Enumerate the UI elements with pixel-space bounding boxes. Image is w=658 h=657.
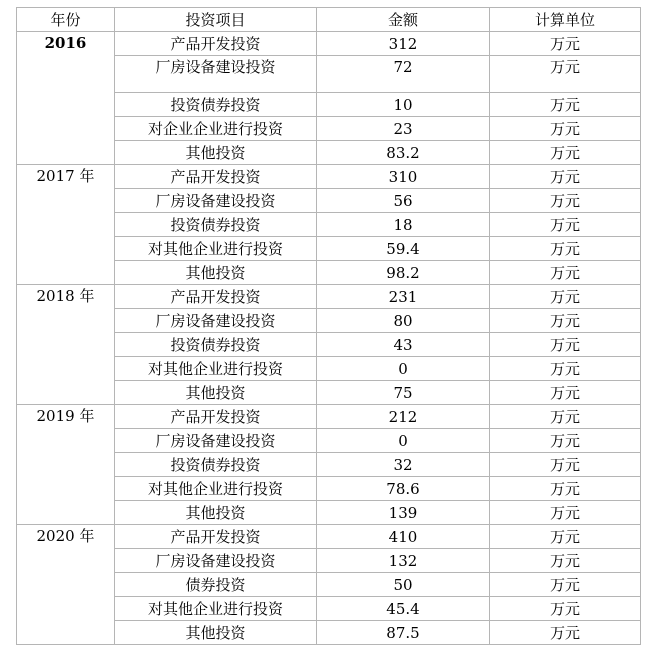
amount-cell: 231: [317, 285, 490, 309]
item-cell: 产品开发投资: [115, 32, 317, 56]
item-cell: 投资债券投资: [115, 333, 317, 357]
item-cell: 其他投资: [115, 381, 317, 405]
item-cell: 投资债券投资: [115, 213, 317, 237]
unit-cell: 万元: [490, 381, 641, 405]
item-cell: 债券投资: [115, 573, 317, 597]
unit-cell: 万元: [490, 453, 641, 477]
unit-cell: 万元: [490, 333, 641, 357]
unit-cell: 万元: [490, 309, 641, 333]
item-cell: 投资债券投资: [115, 453, 317, 477]
unit-cell: 万元: [490, 32, 641, 56]
year-cell: 2020 年: [17, 525, 115, 645]
item-cell: 投资债券投资: [115, 93, 317, 117]
header-year: 年份: [17, 8, 115, 32]
item-cell: 产品开发投资: [115, 285, 317, 309]
amount-cell: 43: [317, 333, 490, 357]
amount-cell: 0: [317, 429, 490, 453]
unit-cell: 万元: [490, 525, 641, 549]
year-cell: 2017 年: [17, 165, 115, 285]
unit-cell: 万元: [490, 597, 641, 621]
unit-cell: 万元: [490, 405, 641, 429]
amount-cell: 212: [317, 405, 490, 429]
unit-cell: 万元: [490, 189, 641, 213]
unit-cell: 万元: [490, 165, 641, 189]
unit-cell: 万元: [490, 357, 641, 381]
amount-cell: 80: [317, 309, 490, 333]
amount-cell: 45.4: [317, 597, 490, 621]
amount-cell: 0: [317, 357, 490, 381]
header-amount: 金额: [317, 8, 490, 32]
item-cell: 产品开发投资: [115, 405, 317, 429]
header-row: [17, 8, 641, 32]
amount-cell: 10: [317, 93, 490, 117]
item-cell: 其他投资: [115, 261, 317, 285]
item-cell: 产品开发投资: [115, 165, 317, 189]
year-cell: 2019 年: [17, 405, 115, 525]
amount-cell: 87.5: [317, 621, 490, 645]
unit-cell: 万元: [490, 93, 641, 117]
table-row: [17, 405, 641, 429]
year-cell: 2018 年: [17, 285, 115, 405]
amount-cell: 32: [317, 453, 490, 477]
table-row: [17, 285, 641, 309]
unit-cell: 万元: [490, 429, 641, 453]
header-unit: 计算单位: [490, 8, 641, 32]
table-row: [17, 165, 641, 189]
item-cell: 对其他企业进行投资: [115, 597, 317, 621]
item-cell: 厂房设备建设投资: [115, 429, 317, 453]
item-cell: 厂房设备建设投资: [115, 56, 317, 93]
year-cell: 2016: [17, 32, 115, 165]
amount-cell: 83.2: [317, 141, 490, 165]
amount-cell: 78.6: [317, 477, 490, 501]
unit-cell: 万元: [490, 237, 641, 261]
amount-cell: 132: [317, 549, 490, 573]
item-cell: 产品开发投资: [115, 525, 317, 549]
header-item: 投资项目: [115, 8, 317, 32]
amount-cell: 139: [317, 501, 490, 525]
unit-cell: 万元: [490, 117, 641, 141]
unit-cell: 万元: [490, 477, 641, 501]
item-cell: 其他投资: [115, 621, 317, 645]
item-cell: 其他投资: [115, 141, 317, 165]
unit-cell: 万元: [490, 549, 641, 573]
unit-cell: 万元: [490, 141, 641, 165]
unit-cell: 万元: [490, 213, 641, 237]
item-cell: 厂房设备建设投资: [115, 189, 317, 213]
table-row: [17, 525, 641, 549]
amount-cell: 310: [317, 165, 490, 189]
amount-cell: 56: [317, 189, 490, 213]
amount-cell: 23: [317, 117, 490, 141]
item-cell: 厂房设备建设投资: [115, 309, 317, 333]
amount-cell: 50: [317, 573, 490, 597]
amount-cell: 98.2: [317, 261, 490, 285]
item-cell: 厂房设备建设投资: [115, 549, 317, 573]
item-cell: 对其他企业进行投资: [115, 477, 317, 501]
amount-cell: 59.4: [317, 237, 490, 261]
amount-cell: 75: [317, 381, 490, 405]
item-cell: 对其他企业进行投资: [115, 237, 317, 261]
unit-cell: 万元: [490, 621, 641, 645]
unit-cell: 万元: [490, 573, 641, 597]
unit-cell: 万元: [490, 285, 641, 309]
investment-table: [16, 7, 641, 645]
item-cell: 其他投资: [115, 501, 317, 525]
amount-cell: 18: [317, 213, 490, 237]
unit-cell: 万元: [490, 261, 641, 285]
amount-cell: 410: [317, 525, 490, 549]
amount-cell: 72: [317, 56, 490, 93]
unit-cell: 万元: [490, 501, 641, 525]
table-row: [17, 32, 641, 56]
item-cell: 对其他企业进行投资: [115, 357, 317, 381]
unit-cell: 万元: [490, 56, 641, 93]
amount-cell: 312: [317, 32, 490, 56]
item-cell: 对企业企业进行投资: [115, 117, 317, 141]
